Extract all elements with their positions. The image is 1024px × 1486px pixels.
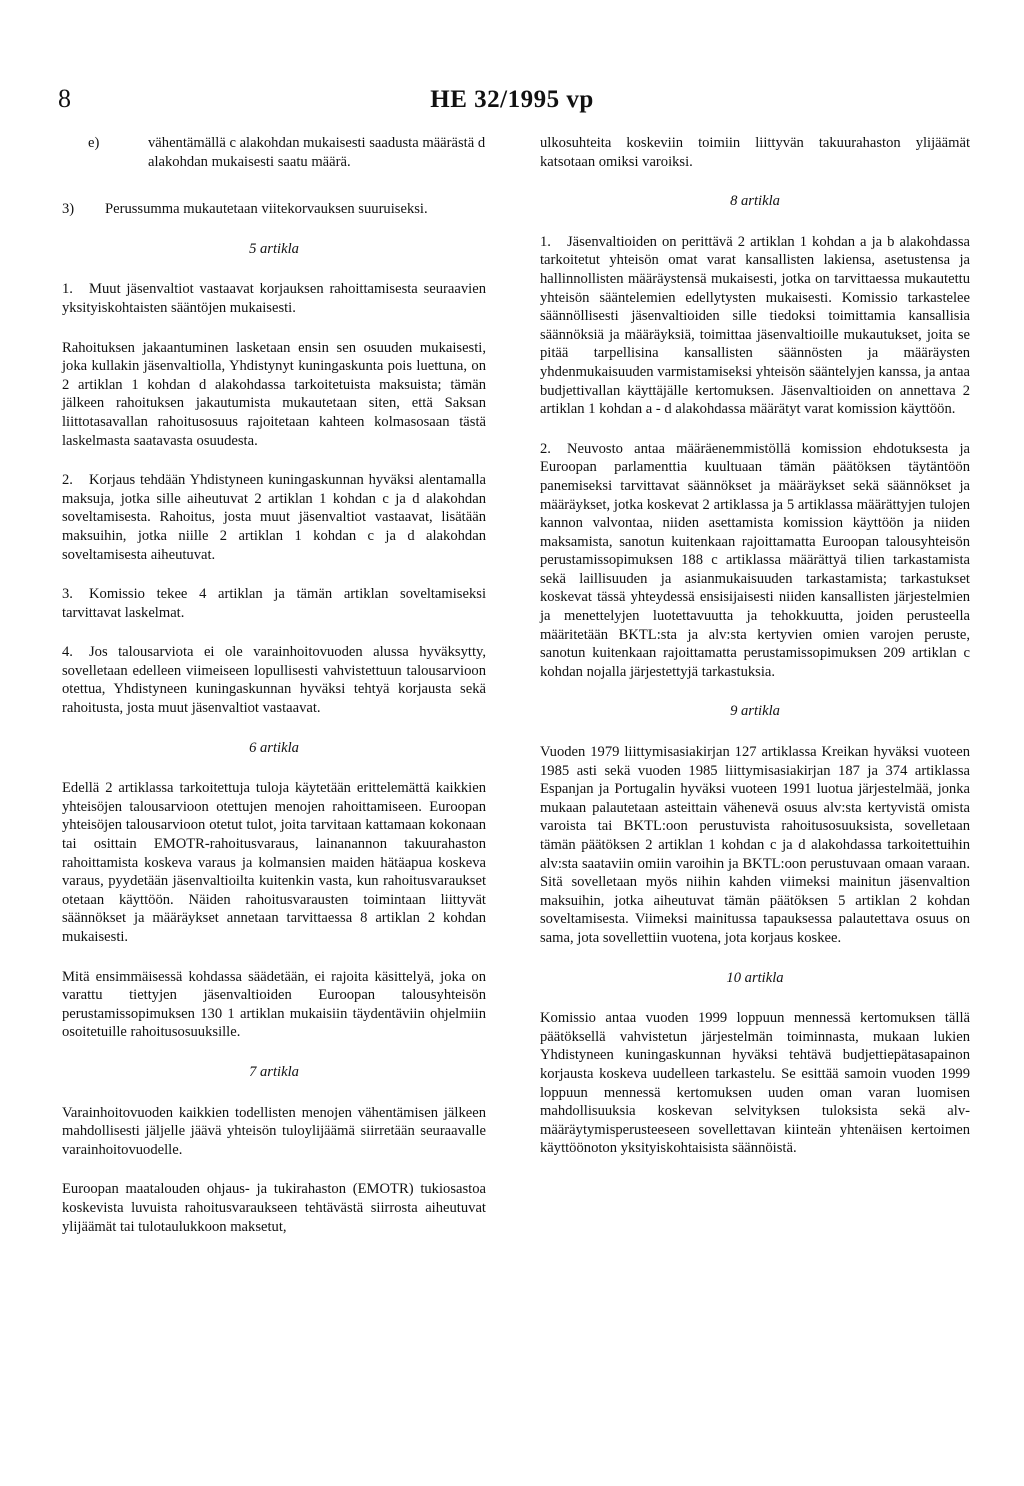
article-6-para-1: Edellä 2 artiklassa tarkoitettuja tuloja käytetään erittelemättä kaikkien yhteisöjen talousarvioon otettujen menojen rahoittamiseen. Euroopan yhteisöjen talousarvioon otetut tulot, joita tarvitaan kattamaan kokonaan tai osittain EMOTR-rahoitusvaraus, lainanannon takuurahaston rahoittamista koskeva varaus ja kolmansien maiden hätäapua koskeva varaus, pyydetään jäsenvaltioilta kuitenkin vasta, kun rahoitusvaraukset otetaan käyttöön. Näiden rahoitusvarausten toimintaan liittyvät säännökset ja määräykset annetaan tarvittaessa 8 artiklan 2 kohdan mukaisesti.: [62, 780, 486, 945]
heading-article-9: 9 artikla: [730, 703, 780, 720]
article-5-para-1b: Rahoituksen jakaantuminen lasketaan ensin sen osuuden mukaisesti, joka kullakin jäsenvaltiolla, Yhdistynyt kuningaskunta pois luettuna, on 2 artiklan 1 kohdan d alakohdassa tarkoitetuista maksuista; tämän jälkeen rahoituksen jakautumista mukautetaan siten, että Saksan liittotasavallan rahoitusosuus rajoitetaan kahteen kolmasosaan tästä laskelmasta saatavasta osuudesta.: [62, 339, 486, 449]
item-e-text: vähentämällä c alakohdan mukaisesti saadusta määrästä d alakohdan mukaisesti saatu määrä.: [148, 135, 486, 170]
article-7-para-2: Euroopan maatalouden ohjaus- ja tukirahaston (EMOTR) tukiosastoa koskevista luvuista rahoitusvaraukseen tehtävästä siirrosta aiheutuvat ylijäämät tai tulotaulukkoon maksetut,: [62, 1181, 486, 1235]
para-text: Korjaus tehdään Yhdistyneen kuningaskunnan hyväksi alentamalla maksuja, jotka sille aiheutuvat 2 artiklan 1 kohdan c ja d alakohdan soveltamisesta. Rahoitus, josta muut jäsenvaltiot vastaavat, lisätään maksuihin, jotka niille 2 artiklan 1 kohdan c ja d alakohdan soveltamisesta aiheutuvat.: [62, 472, 486, 563]
article-5-para-4: [62, 643, 486, 717]
para-number: 3.: [62, 586, 73, 603]
item-3: [62, 200, 486, 219]
article-6-para-2: Mitä ensimmäisessä kohdassa säädetään, ei rajoita käsittelyä, joka on varattu tiettyjen jäsenvaltioiden Euroopan talousyhteisön perustamissopimuksen 130 1 artiklan mukaisiin täydentäviin ohjelmiin osoitetuille rahoitusosuuksille.: [62, 968, 486, 1041]
article-7-continuation: ulkosuhteita koskeviin toimiin liittyvän takuurahaston ylijäämät katsotaan omiksi varoiksi.: [540, 135, 970, 170]
para-number: 1.: [540, 233, 551, 250]
page-number: 8: [58, 84, 71, 113]
item-e-label: e): [88, 135, 100, 151]
para-text: Neuvosto antaa määräenemmistöllä komission ehdotuksesta ja Euroopan parlamenttia kuultuaan tämän päätöksen täytäntöön panemiseksi tarvittavat säännökset ja määräykset sekä säännökset ja määräykset, jotka koskevat 2 artiklassa ja 5 artiklassa määrättyjen tulojen kannon valvontaa, niiden asettamista komission käyttöön ja niiden maksamista, sanotun kuitenkaan rajoittamatta Euroopan talousyhteisön perustamissopimuksen 188 c artiklassa määrättyä tilien tarkastamista sekä laillisuuden ja asianmukaisuuden tarkastamista; tarkastukset koskevat tässä yhteydessä ensisijaisesti niiden kansallisten järjestelmien ja menettelyjen luotettavuutta ja tehokkuutta, joiden perusteella määritetään BKTL:sta ja alv:sta kertyvien omien varojen peruste, sanotun kuitenkaan rajoittamatta perustamissopimuksen 209 artiklan c kohdan nojalla järjestettyjä tarkastuksia.: [540, 440, 970, 680]
article-8-para-2: [540, 440, 970, 682]
heading-article-8: 8 artikla: [730, 193, 780, 210]
article-10-para: Komissio antaa vuoden 1999 loppuun mennessä kertomuksen tällä päätöksellä vahvistetun järjestelmän toiminnasta, mukaan lukien Yhdistyneen kuningaskunnan hyväksi tehtävä budjettiepätasapainon korjausta koskeva uudelleen tarkastelu. Se esittää samoin vuoden 1999 loppuun mennessä kertomuksen uuden oman varan luomisen mahdollisuuksia koskevan selvityksen tuloksista sekä alv-määräytymisperusteeseen sovellettavan kiinteän yhtenäisen kertoimen käyttöönoton yksityiskohtaisista säännöistä.: [540, 1010, 970, 1157]
para-text: Jäsenvaltioiden on perittävä 2 artiklan 1 kohdan a ja b alakohdassa tarkoitetut yhteisön omat varat kansallisten lakiensa, asetustensa ja hallinnollisten määräystensä mukaisesti, jotka on tarvittaessa mukautettu yhteisön sääntelemien edellytysten mukaisesti. Komissio tarkastelee säännöllisesti jäsenvaltioiden sille tiedoksi toimittamia kansallisia säännöksiä ja määräyksiä, toimittaa jäsenvaltioille mukautukset, joita se pitää tarpellisina kansallisten säännösten ja määräysten yhdenmukaisuuden varmistamiseksi yhteisön sääntelyjen kanssa, ja antaa budjettivallan käyttäjälle kertomuksen. Jäsenvaltioiden on annettava 2 artiklan 1 kohdan a - d alakohdassa määrätyt varat komission käyttöön.: [540, 233, 970, 418]
para-number: 1.: [62, 281, 73, 298]
heading-article-7: 7 artikla: [249, 1063, 299, 1080]
para-number: 2.: [62, 472, 73, 489]
article-5-para-2: [62, 471, 486, 564]
right-column: [540, 134, 970, 1179]
item-e: [62, 134, 486, 171]
para-text: Muut jäsenvaltiot vastaavat korjauksen rahoittamisesta seuraavien yksityiskohtaisten sääntöjen mukaisesti.: [62, 281, 486, 316]
para-number: 2.: [540, 440, 551, 457]
heading-article-6: 6 artikla: [249, 739, 299, 756]
article-8-para-1: [540, 233, 970, 419]
article-9-para: Vuoden 1979 liittymisasiakirjan 127 artiklassa Kreikan hyväksi vuoteen 1985 asti sekä vuoden 1985 liittymisasiakirjan 187 ja 374 artiklassa Espanjan ja Portugalin hyväksi vuoteen 1991 luotua järjestelmää, jonka mukaan palautetaan asteittain vähenevä osuus alv:sta kertyvistä omista varoista tai BKTL:oon perustuvista rahoitusosuuksista, sovelletaan tämän päätöksen 2 artiklan 1 kohdan c ja d alakohdassa tarkoitettuihin alv:sta saataviin omiin varoihin ja BKTL:oon perustuvaan omaan varaan. Sitä sovelletaan myös niihin kahden viimeksi mainitun jäsenvaltion maksuihin, jotka aiheutuvat tämän päätöksen 5 artiklan 2 kohdan soveltamisesta. Viimeksi mainitussa tapauksessa palautettava osuus on sama, jota sovellettiin vuotena, jota korjaus koskee.: [540, 744, 970, 946]
item-3-label: 3): [62, 201, 75, 218]
item-3-text: Perussumma mukautetaan viitekorvauksen suuruiseksi.: [105, 201, 428, 218]
article-7-para-1: Varainhoitovuoden kaikkien todellisten menojen vähentämisen jälkeen mahdollisesti jäljelle jäävä yhteisön tuloylijäämä siirretään seuraavalle varainhoitovuodelle.: [62, 1104, 486, 1158]
left-column: [62, 134, 486, 1257]
document-header: HE 32/1995 vp: [430, 86, 594, 113]
para-text: Jos talousarviota ei ole varainhoitovuoden alussa hyväksytty, sovelletaan edelleen viimeiseen lopullisesti vahvistettuun talousarvioon otettua, Yhdistyneen kuningaskunnan hyväksi tehtyä korjausta sekä rahoitusta, josta muut jäsenvaltiot vastaavat.: [62, 644, 486, 717]
heading-article-10: 10 artikla: [726, 969, 784, 986]
para-number: 4.: [62, 644, 73, 661]
article-5-para-1: [62, 280, 486, 317]
heading-article-5: 5 artikla: [249, 240, 299, 257]
article-5-para-3: [62, 585, 486, 622]
para-text: Komissio tekee 4 artiklan ja tämän artiklan soveltamiseksi tarvittavat laskelmat.: [62, 586, 486, 621]
